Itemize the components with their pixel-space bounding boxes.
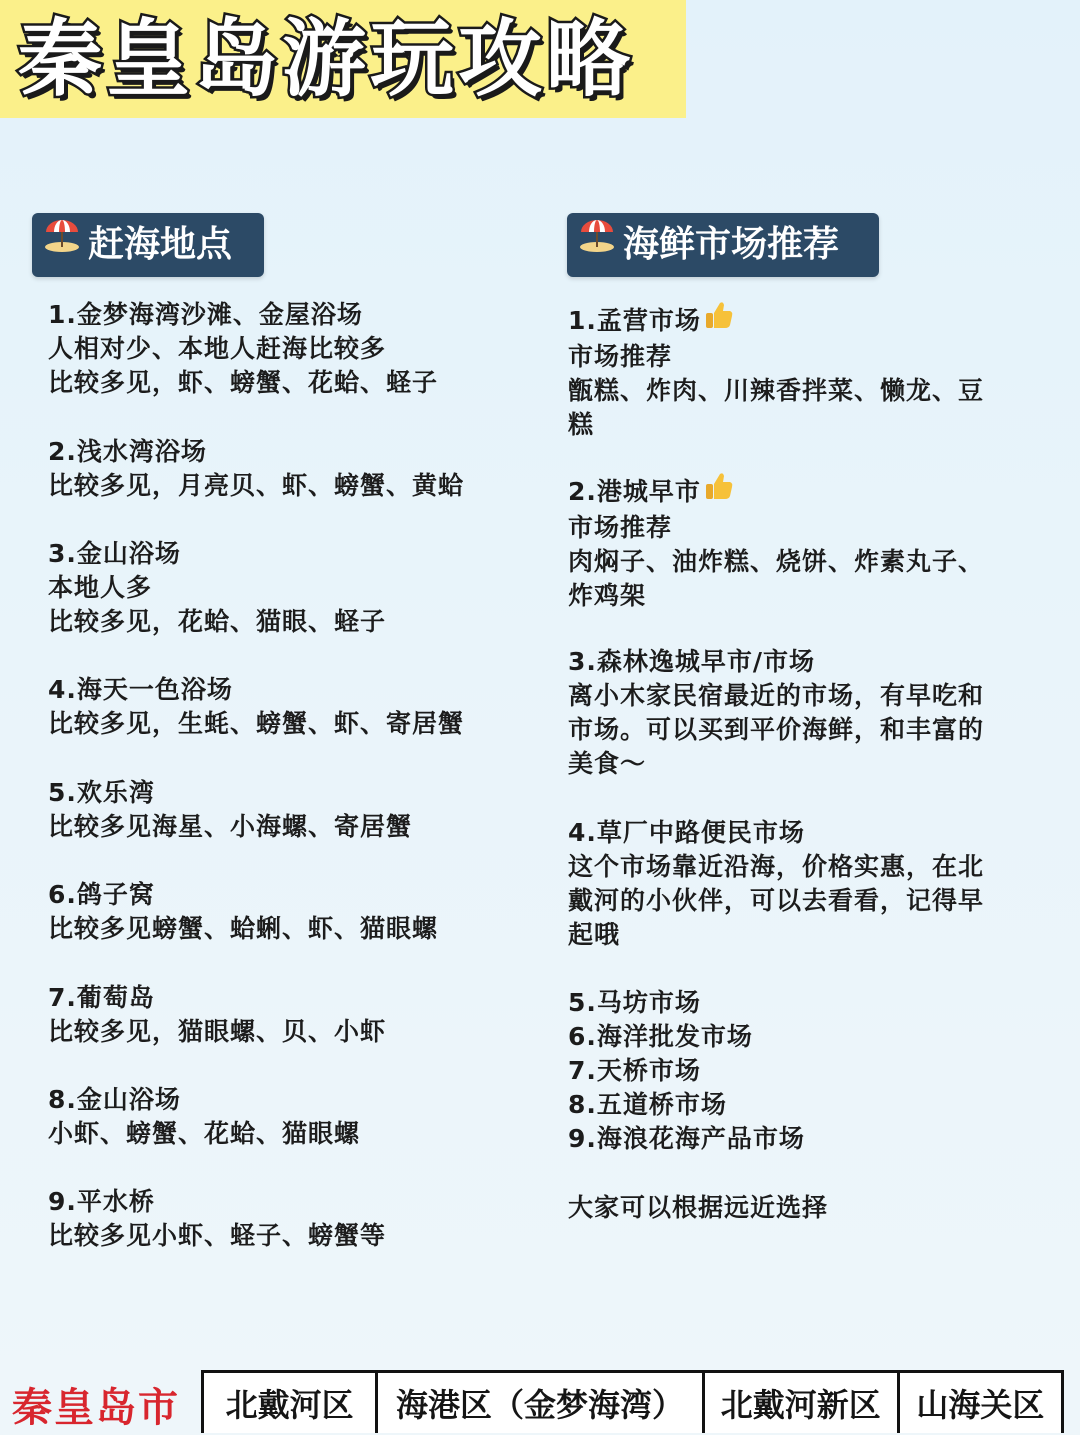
item-line: 5.欢乐湾 (48, 778, 155, 807)
item-line: 糕 (568, 409, 595, 439)
section-header-label: 海鲜市场推荐 (623, 224, 840, 265)
list-item (48, 1185, 386, 1253)
list-item (48, 1083, 360, 1151)
item-line: 比较多见小虾、蛏子、螃蟹等 (48, 1221, 387, 1250)
district-cell: 海港区（金梦海湾） (378, 1373, 705, 1433)
district-cell: 北戴河区 (204, 1373, 378, 1433)
item-line: 比较多见，生蚝、螃蟹、虾、寄居蟹 (48, 709, 465, 738)
district-table (201, 1370, 1064, 1433)
list-item (568, 816, 984, 952)
beach-umbrella-icon (42, 211, 82, 275)
note-text (568, 1191, 828, 1225)
item-line: 2.浅水湾浴场 (48, 437, 207, 466)
item-line: 起哦 (568, 920, 621, 949)
item-line: 1.金梦海湾沙滩、金屋浴场 (48, 300, 363, 329)
section-header-beach-spots (32, 213, 264, 277)
item-line: 炸鸡架 (568, 580, 647, 610)
item-line: 小虾、螃蟹、花蛤、猫眼螺 (48, 1119, 361, 1148)
thumbs-up-icon (703, 299, 735, 340)
list-item (48, 298, 438, 400)
note-line: 大家可以根据远近选择 (568, 1193, 829, 1222)
section-header-seafood-markets (567, 213, 879, 277)
item-title: 2.港城早市 (568, 477, 701, 506)
list-item: 9.海浪花海产品市场 (568, 1124, 805, 1153)
item-title: 4.草厂中路便民市场 (568, 818, 805, 847)
list-item (48, 981, 386, 1049)
item-title: 3.森林逸城早市/市场 (568, 647, 816, 676)
item-line: 9.平水桥 (48, 1187, 155, 1216)
market-list (568, 986, 805, 1156)
item-line: 肉焖子、油炸糕、烧饼、炸素丸子、 (568, 546, 985, 576)
list-item: 7.天桥市场 (568, 1056, 701, 1085)
item-line: 美食～ (568, 749, 647, 778)
list-item (568, 475, 984, 613)
item-line: 甑糕、炸肉、川辣香拌菜、懒龙、豆 (568, 375, 985, 405)
item-line: 比较多见海星、小海螺、寄居蟹 (48, 812, 413, 841)
list-item (48, 537, 386, 639)
item-line: 7.葡萄岛 (48, 983, 155, 1012)
item-title: 1.孟营市场 (568, 306, 701, 335)
district-cell: 北戴河新区 (705, 1373, 900, 1433)
list-item (568, 304, 984, 442)
item-line: 市场。可以买到平价海鲜，和丰富的 (568, 715, 985, 744)
item-line: 8.金山浴场 (48, 1085, 181, 1114)
section-header-label: 赶海地点 (88, 224, 233, 265)
item-line: 离小木家民宿最近的市场，有早吃和 (568, 681, 985, 710)
page-title: 秦皇岛游玩攻略 (18, 10, 635, 108)
footer-city: 秦皇岛市 (12, 1385, 180, 1431)
item-line: 人相对少、本地人赶海比较多 (48, 334, 387, 363)
district-cell: 山海关区 (916, 1386, 1045, 1424)
item-line: 6.鸽子窝 (48, 880, 155, 909)
list-item (48, 673, 464, 741)
list-item (48, 878, 438, 946)
title-banner (0, 0, 686, 118)
list-item: 6.海洋批发市场 (568, 1022, 753, 1051)
item-line: 戴河的小伙伴，可以去看看，记得早 (568, 886, 985, 915)
item-line: 比较多见，猫眼螺、贝、小虾 (48, 1017, 387, 1046)
list-item: 5.马坊市场 (568, 988, 701, 1017)
item-line: 市场推荐 (568, 512, 673, 542)
item-line: 比较多见螃蟹、蛤蜊、虾、猫眼螺 (48, 914, 439, 943)
item-line: 市场推荐 (568, 341, 673, 371)
item-line: 比较多见，月亮贝、虾、螃蟹、黄蛤 (48, 471, 465, 500)
footer (0, 1368, 1080, 1435)
item-line: 比较多见，虾、螃蟹、花蛤、蛏子 (48, 368, 439, 397)
thumbs-up-icon (703, 470, 735, 511)
item-line: 本地人多 (48, 573, 153, 602)
list-item (48, 435, 464, 503)
list-item (48, 776, 412, 844)
item-line: 3.金山浴场 (48, 539, 181, 568)
list-item: 8.五道桥市场 (568, 1090, 727, 1119)
item-line: 比较多见，花蛤、猫眼、蛏子 (48, 607, 387, 636)
beach-umbrella-icon (577, 211, 617, 275)
item-line: 这个市场靠近沿海，价格实惠，在北 (568, 852, 985, 881)
item-line: 4.海天一色浴场 (48, 675, 233, 704)
list-item (568, 645, 984, 781)
